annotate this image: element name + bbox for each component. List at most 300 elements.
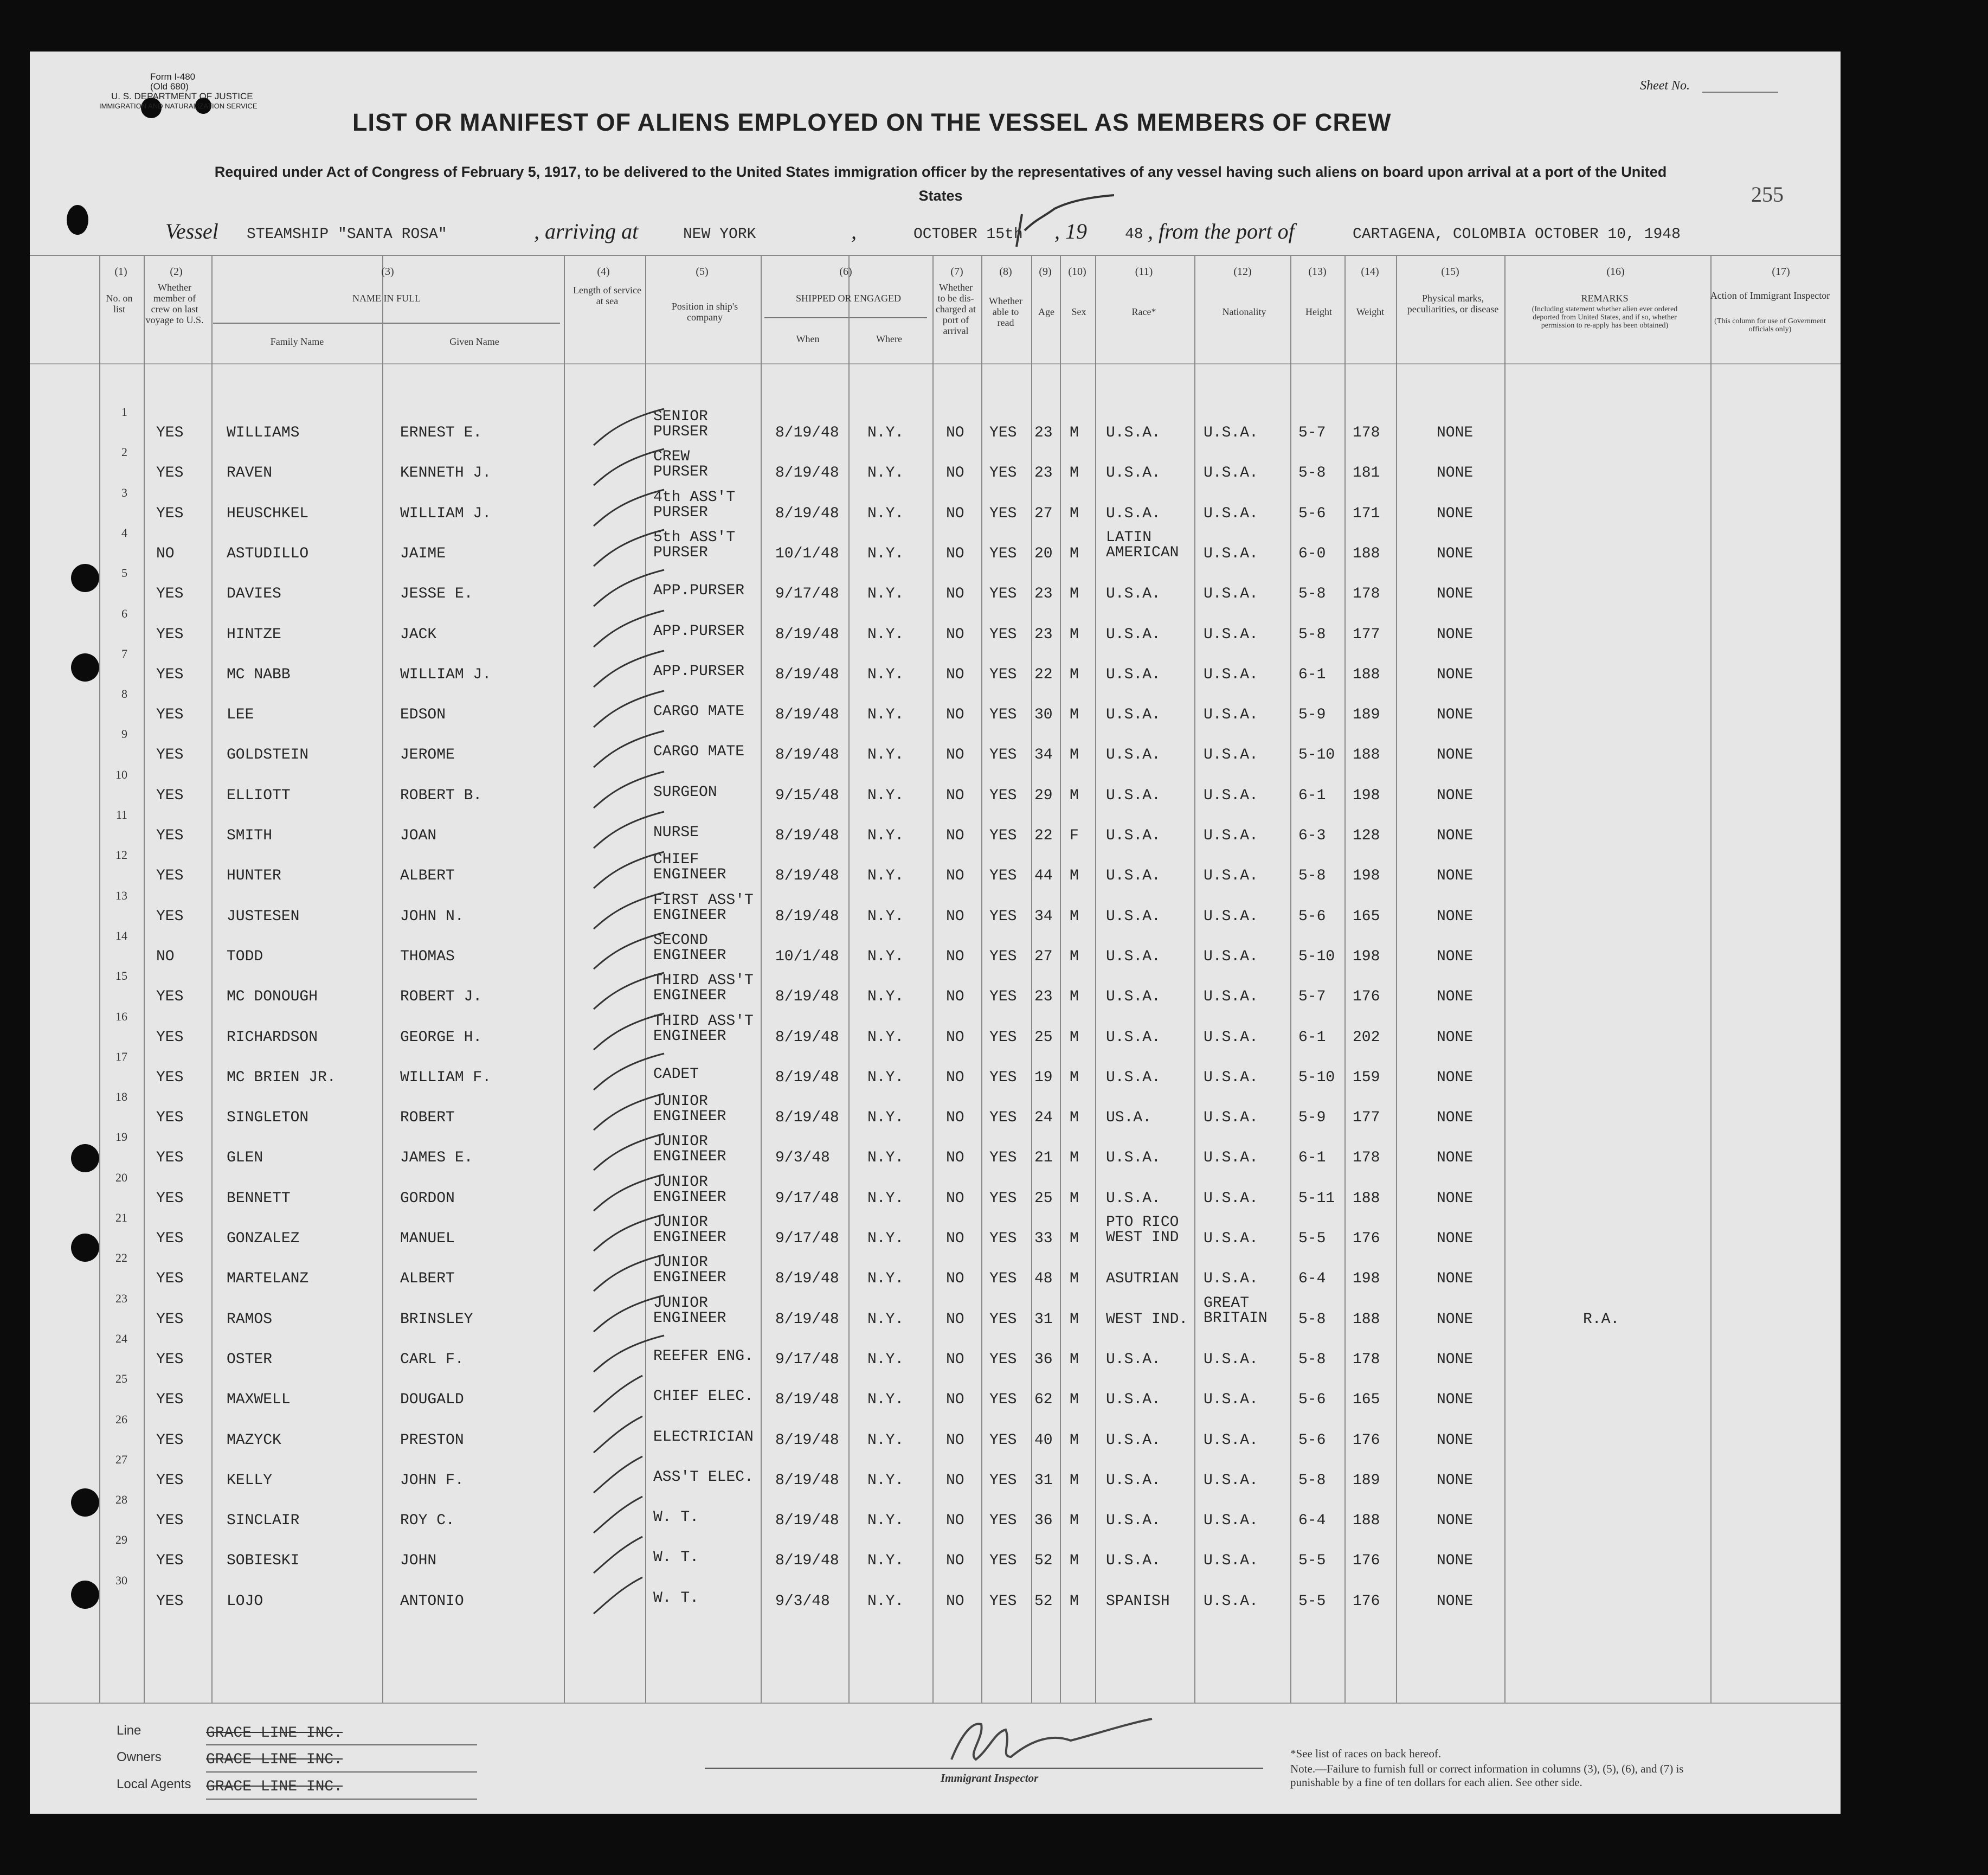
shipped-when: 8/19/48 — [775, 1432, 839, 1449]
family-name: OSTER — [227, 1351, 273, 1368]
age: 36 — [1034, 1512, 1053, 1529]
sex: M — [1070, 747, 1079, 763]
ship-position: CREW — [653, 448, 690, 465]
family-name: TODD — [227, 948, 263, 965]
punch-hole — [71, 1581, 99, 1609]
ship-position: ENGINEER — [653, 987, 726, 1004]
family-name: JUSTESEN — [227, 908, 300, 925]
shipped-when: 8/19/48 — [775, 626, 839, 643]
row-number: 28 — [115, 1493, 127, 1506]
sex: M — [1070, 1432, 1079, 1449]
header-length-service: Length of service at sea — [573, 285, 641, 306]
given-name: ERNEST E. — [400, 425, 482, 441]
height: 5-8 — [1298, 1472, 1326, 1489]
shipped-when: 8/19/48 — [775, 707, 839, 723]
given-name: MANUEL — [400, 1230, 455, 1247]
service-checkmark — [594, 1174, 664, 1211]
ship-position: NURSE — [653, 824, 699, 841]
row-number: 8 — [121, 687, 127, 701]
discharged-at-port: NO — [946, 626, 964, 643]
physical-marks: NONE — [1437, 747, 1474, 763]
race: U.S.A. — [1106, 1029, 1161, 1046]
column-number: (16) — [1606, 266, 1625, 278]
member-last-voyage: NO — [156, 545, 175, 562]
column-number: (8) — [999, 266, 1012, 278]
race: U.S.A. — [1106, 1432, 1161, 1449]
shipped-when: 9/3/48 — [775, 1150, 830, 1166]
physical-marks: NONE — [1437, 1351, 1474, 1368]
nationality: U.S.A. — [1204, 868, 1258, 884]
row-number: 11 — [115, 808, 127, 821]
service-checkmark — [594, 772, 664, 808]
arrival-year: 48 — [1125, 226, 1143, 243]
row-number: 7 — [121, 647, 127, 660]
owners-value: GRACE LINE INC. — [206, 1751, 343, 1768]
physical-marks: NONE — [1437, 1109, 1474, 1126]
sex: M — [1070, 465, 1079, 481]
given-name: ANTONIO — [400, 1593, 464, 1610]
height: 6-4 — [1298, 1270, 1326, 1287]
member-last-voyage: YES — [156, 988, 184, 1005]
shipped-where: N.Y. — [867, 787, 904, 804]
header-shipped-engaged: SHIPPED OR ENGAGED — [795, 293, 901, 304]
member-last-voyage: YES — [156, 1472, 184, 1489]
ship-position: PURSER — [653, 423, 708, 440]
row-number: 27 — [115, 1453, 127, 1466]
shipped-header-underline — [764, 317, 927, 318]
row-number: 12 — [115, 848, 127, 862]
member-last-voyage: YES — [156, 1593, 184, 1610]
shipped-when: 9/17/48 — [775, 1230, 839, 1247]
height: 5-7 — [1298, 988, 1326, 1005]
header-race: Race* — [1131, 306, 1156, 317]
service-checkmark — [594, 570, 664, 606]
member-last-voyage: YES — [156, 666, 184, 683]
race: WEST IND — [1106, 1229, 1179, 1246]
nationality: U.S.A. — [1204, 1069, 1258, 1086]
ship-position: ENGINEER — [653, 1028, 726, 1045]
shipped-where: N.Y. — [867, 1432, 904, 1449]
race: U.S.A. — [1106, 465, 1161, 481]
physical-marks: NONE — [1437, 505, 1474, 522]
race: U.S.A. — [1106, 586, 1161, 602]
shipped-when: 9/17/48 — [775, 1190, 839, 1207]
ship-position: PURSER — [653, 504, 708, 521]
column-divider — [1290, 255, 1291, 1703]
row-number: 1 — [121, 405, 127, 419]
age: 62 — [1034, 1391, 1053, 1408]
race: U.S.A. — [1106, 666, 1161, 683]
shipped-when: 8/19/48 — [775, 1029, 839, 1046]
row-number: 6 — [121, 607, 127, 620]
ship-position: 4th ASS'T — [653, 489, 736, 506]
height: 5-5 — [1298, 1230, 1326, 1247]
discharged-at-port: NO — [946, 1472, 964, 1489]
physical-marks: NONE — [1437, 948, 1474, 965]
discharged-at-port: NO — [946, 545, 964, 562]
discharged-at-port: NO — [946, 425, 964, 441]
physical-marks: NONE — [1437, 1432, 1474, 1449]
header-discharged: Whether to be dis-charged at port of arrival — [935, 282, 976, 336]
shipped-where: N.Y. — [867, 545, 904, 562]
race: U.S.A. — [1106, 425, 1161, 441]
discharged-at-port: NO — [946, 465, 964, 481]
column-number: (3) — [381, 266, 394, 278]
discharged-at-port: NO — [946, 747, 964, 763]
service-checkmark — [594, 1376, 642, 1412]
given-name: JOAN — [400, 827, 437, 844]
ship-position: ENGINEER — [653, 866, 726, 883]
age: 20 — [1034, 545, 1053, 562]
member-last-voyage: YES — [156, 505, 184, 522]
age: 23 — [1034, 425, 1053, 441]
weight: 188 — [1353, 1512, 1380, 1529]
family-name: MAZYCK — [227, 1432, 281, 1449]
ship-position: THIRD ASS'T — [653, 1013, 754, 1030]
race: U.S.A. — [1106, 988, 1161, 1005]
physical-marks: NONE — [1437, 1391, 1474, 1408]
line-underline — [206, 1744, 477, 1745]
service-checkmark — [594, 1537, 642, 1573]
header-physical-marks: Physical marks, peculiarities, or disease — [1407, 293, 1499, 314]
discharged-at-port: NO — [946, 908, 964, 925]
shipped-where: N.Y. — [867, 1029, 904, 1046]
given-name: PRESTON — [400, 1432, 464, 1449]
service-checkmark — [594, 691, 664, 727]
races-note: *See list of races on back hereof. — [1290, 1747, 1442, 1760]
weight: 188 — [1353, 1311, 1380, 1328]
family-name: HUNTER — [227, 868, 281, 884]
race: AMERICAN — [1106, 544, 1179, 561]
shipped-when: 8/19/48 — [775, 1069, 839, 1086]
shipped-when: 9/17/48 — [775, 1351, 839, 1368]
ship-position: JUNIOR — [653, 1254, 708, 1271]
physical-marks: NONE — [1437, 1029, 1474, 1046]
row-number: 13 — [115, 889, 127, 902]
sex: M — [1070, 707, 1079, 723]
age: 29 — [1034, 787, 1053, 804]
shipped-when: 8/19/48 — [775, 747, 839, 763]
punch-hole — [71, 1488, 99, 1517]
punch-hole — [71, 564, 99, 592]
member-last-voyage: YES — [156, 1230, 184, 1247]
service-checkmark — [594, 1134, 664, 1170]
column-divider — [382, 255, 383, 1703]
punch-hole — [71, 653, 99, 682]
punch-hole — [71, 1144, 99, 1172]
weight: 198 — [1353, 868, 1380, 884]
nationality: U.S.A. — [1204, 666, 1258, 683]
physical-marks: NONE — [1437, 988, 1474, 1005]
weight: 198 — [1353, 948, 1380, 965]
shipped-where: N.Y. — [867, 465, 904, 481]
column-number: (11) — [1135, 266, 1153, 278]
shipped-when: 8/19/48 — [775, 1391, 839, 1408]
able-to-read: YES — [989, 747, 1017, 763]
discharged-at-port: NO — [946, 1311, 964, 1328]
physical-marks: NONE — [1437, 1190, 1474, 1207]
able-to-read: YES — [989, 707, 1017, 723]
ship-position: ENGINEER — [653, 1108, 726, 1125]
able-to-read: YES — [989, 666, 1017, 683]
arrival-date: OCTOBER 15th — [913, 226, 1023, 243]
race: U.S.A. — [1106, 1190, 1161, 1207]
nationality: U.S.A. — [1204, 908, 1258, 925]
nationality: GREAT — [1204, 1295, 1250, 1312]
row-number: 15 — [115, 969, 127, 983]
height: 5-9 — [1298, 1109, 1326, 1126]
ship-position: W. T. — [653, 1509, 699, 1526]
height: 6-1 — [1298, 1029, 1326, 1046]
ship-position: JUNIOR — [653, 1093, 708, 1110]
sex: M — [1070, 505, 1079, 522]
able-to-read: YES — [989, 988, 1017, 1005]
given-name: JOHN — [400, 1552, 437, 1569]
column-number: (4) — [597, 266, 610, 278]
race: ASUTRIAN — [1106, 1270, 1179, 1287]
race: U.S.A. — [1106, 1351, 1161, 1368]
weight: 176 — [1353, 988, 1380, 1005]
ship-position: SURGEON — [653, 784, 717, 801]
given-name: JESSE E. — [400, 586, 473, 602]
ship-position: APP.PURSER — [653, 663, 745, 680]
sex: M — [1070, 1472, 1079, 1489]
physical-marks: NONE — [1437, 1552, 1474, 1569]
header-nationality: Nationality — [1222, 306, 1266, 317]
sex: M — [1070, 1150, 1079, 1166]
nationality: U.S.A. — [1204, 1190, 1258, 1207]
weight: 189 — [1353, 1472, 1380, 1489]
member-last-voyage: YES — [156, 1150, 184, 1166]
sex: M — [1070, 626, 1079, 643]
physical-marks: NONE — [1437, 707, 1474, 723]
able-to-read: YES — [989, 1311, 1017, 1328]
service-checkmark — [594, 409, 664, 445]
local-agents-underline — [206, 1799, 477, 1800]
sex: M — [1070, 1512, 1079, 1529]
height: 5-5 — [1298, 1593, 1326, 1610]
family-name: HEUSCHKEL — [227, 505, 309, 522]
able-to-read: YES — [989, 948, 1017, 965]
ship-position: ELECTRICIAN — [653, 1429, 754, 1446]
header-no-on-list: No. on list — [106, 293, 133, 314]
row-number: 29 — [115, 1533, 127, 1546]
column-divider — [761, 255, 762, 1703]
weight: 202 — [1353, 1029, 1380, 1046]
shipped-where: N.Y. — [867, 1512, 904, 1529]
family-name: SINCLAIR — [227, 1512, 300, 1529]
column-number: (17) — [1772, 266, 1790, 278]
member-last-voyage: YES — [156, 1109, 184, 1126]
shipped-where: N.Y. — [867, 1150, 904, 1166]
weight: 177 — [1353, 626, 1380, 643]
weight: 159 — [1353, 1069, 1380, 1086]
ship-position: 5th ASS'T — [653, 529, 736, 546]
race: US.A. — [1106, 1109, 1152, 1126]
discharged-at-port: NO — [946, 1552, 964, 1569]
ship-position: PURSER — [653, 544, 708, 561]
given-name: ALBERT — [400, 1270, 455, 1287]
row-number: 23 — [115, 1292, 127, 1305]
age: 19 — [1034, 1069, 1053, 1086]
member-last-voyage: YES — [156, 1512, 184, 1529]
able-to-read: YES — [989, 1593, 1017, 1610]
ship-position: CHIEF — [653, 851, 699, 868]
shipped-when: 8/19/48 — [775, 465, 839, 481]
sex: M — [1070, 1391, 1079, 1408]
ship-position: W. T. — [653, 1549, 699, 1566]
given-name: WILLIAM F. — [400, 1069, 492, 1086]
given-name: GORDON — [400, 1190, 455, 1207]
column-divider — [981, 255, 982, 1703]
discharged-at-port: NO — [946, 666, 964, 683]
height: 5-10 — [1298, 1069, 1335, 1086]
penalty-note: Note.—Failure to furnish full or correct information in columns (3), (5), (6), and (7) is punishable by a fine of ten dollars for each alien. See other side. — [1290, 1762, 1684, 1789]
member-last-voyage: YES — [156, 868, 184, 884]
able-to-read: YES — [989, 586, 1017, 602]
header-action-note: (This column for use of Government officials only) — [1714, 317, 1826, 333]
height: 5-8 — [1298, 465, 1326, 481]
physical-marks: NONE — [1437, 1270, 1474, 1287]
column-number: (14) — [1361, 266, 1379, 278]
member-last-voyage: YES — [156, 586, 184, 602]
height: 5-10 — [1298, 948, 1335, 965]
handwritten-day-mark — [1011, 192, 1120, 258]
family-name: GONZALEZ — [227, 1230, 300, 1247]
weight: 189 — [1353, 707, 1380, 723]
discharged-at-port: NO — [946, 827, 964, 844]
shipped-when: 8/19/48 — [775, 988, 839, 1005]
ship-position: ENGINEER — [653, 1310, 726, 1327]
given-name: ROBERT J. — [400, 988, 482, 1005]
discharged-at-port: NO — [946, 1069, 964, 1086]
ship-position: APP.PURSER — [653, 623, 745, 640]
row-number: 16 — [115, 1010, 127, 1023]
shipped-where: N.Y. — [867, 1391, 904, 1408]
shipped-when: 9/17/48 — [775, 586, 839, 602]
name-header-underline — [213, 323, 560, 324]
height: 5-8 — [1298, 1311, 1326, 1328]
physical-marks: NONE — [1437, 1311, 1474, 1328]
member-last-voyage: YES — [156, 747, 184, 763]
shipped-when: 8/19/48 — [775, 827, 839, 844]
service-checkmark — [594, 731, 664, 767]
height: 5-6 — [1298, 1432, 1326, 1449]
physical-marks: NONE — [1437, 787, 1474, 804]
year-prefix: , 19 — [1054, 219, 1087, 243]
race: U.S.A. — [1106, 1472, 1161, 1489]
line-label: Line — [117, 1723, 141, 1738]
given-name: WILLIAM J. — [400, 505, 492, 522]
sex: M — [1070, 1190, 1079, 1207]
service-checkmark — [594, 973, 664, 1009]
row-number: 3 — [121, 486, 127, 499]
age: 33 — [1034, 1230, 1053, 1247]
age: 31 — [1034, 1472, 1053, 1489]
shipped-where: N.Y. — [867, 425, 904, 441]
ship-position: JUNIOR — [653, 1295, 708, 1312]
height: 5-6 — [1298, 908, 1326, 925]
service-checkmark — [594, 1456, 642, 1493]
local-agents-label: Local Agents — [117, 1777, 191, 1791]
header-remarks: REMARKS — [1581, 293, 1629, 304]
race: U.S.A. — [1106, 787, 1161, 804]
header-weight: Weight — [1356, 306, 1385, 317]
column-number: (7) — [950, 266, 963, 278]
given-name: DOUGALD — [400, 1391, 464, 1408]
sex: M — [1070, 1552, 1079, 1569]
family-name: HINTZE — [227, 626, 281, 643]
header-name-in-full: NAME IN FULL — [352, 293, 421, 304]
member-last-voyage: YES — [156, 626, 184, 643]
ship-position: CARGO MATE — [653, 703, 745, 720]
shipped-where: N.Y. — [867, 1311, 904, 1328]
ship-position: JUNIOR — [653, 1174, 708, 1191]
able-to-read: YES — [989, 908, 1017, 925]
row-number: 2 — [121, 445, 127, 459]
member-last-voyage: YES — [156, 1270, 184, 1287]
shipped-when: 8/19/48 — [775, 1472, 839, 1489]
shipped-when: 8/19/48 — [775, 1270, 839, 1287]
age: 23 — [1034, 586, 1053, 602]
family-name: MC BRIEN JR. — [227, 1069, 336, 1086]
member-last-voyage: YES — [156, 1351, 184, 1368]
ship-position: ASS'T ELEC. — [653, 1469, 754, 1486]
member-last-voyage: YES — [156, 787, 184, 804]
age: 24 — [1034, 1109, 1053, 1126]
race: U.S.A. — [1106, 747, 1161, 763]
physical-marks: NONE — [1437, 1593, 1474, 1610]
ship-position: CADET — [653, 1066, 699, 1083]
physical-marks: NONE — [1437, 666, 1474, 683]
header-height: Height — [1305, 306, 1332, 317]
header-bottom-border — [30, 363, 1841, 364]
given-name: WILLIAM J. — [400, 666, 492, 683]
form-number: Form I-480 — [150, 72, 196, 82]
row-number: 30 — [115, 1574, 127, 1587]
column-divider — [1396, 255, 1397, 1703]
age: 21 — [1034, 1150, 1053, 1166]
inspector-signature — [930, 1711, 1157, 1770]
ship-position: ENGINEER — [653, 1269, 726, 1286]
race: U.S.A. — [1106, 827, 1161, 844]
given-name: ROBERT B. — [400, 787, 482, 804]
age: 27 — [1034, 948, 1053, 965]
nationality: U.S.A. — [1204, 1109, 1258, 1126]
shipped-where: N.Y. — [867, 948, 904, 965]
row-number: 10 — [115, 768, 127, 781]
discharged-at-port: NO — [946, 505, 964, 522]
discharged-at-port: NO — [946, 787, 964, 804]
age: 27 — [1034, 505, 1053, 522]
nationality: U.S.A. — [1204, 1391, 1258, 1408]
service-checkmark — [594, 1255, 664, 1291]
height: 5-7 — [1298, 425, 1326, 441]
row-number: 4 — [121, 526, 127, 540]
shipped-when: 10/1/48 — [775, 948, 839, 965]
requirement-text: Required under Act of Congress of February 5, 1917, to be delivered to the United States immigration officer by the representatives of any vessel having such aliens on board upon arrival at a port of the United States — [214, 164, 1667, 204]
punch-hole — [71, 1234, 99, 1262]
header-age: Age — [1038, 306, 1054, 317]
family-name: MC NABB — [227, 666, 291, 683]
shipped-where: N.Y. — [867, 1270, 904, 1287]
ship-position: REEFER ENG. — [653, 1348, 754, 1365]
row-number: 20 — [115, 1171, 127, 1184]
able-to-read: YES — [989, 827, 1017, 844]
signature-line — [705, 1768, 1263, 1769]
able-to-read: YES — [989, 1391, 1017, 1408]
header-family-name: Family Name — [270, 336, 324, 347]
